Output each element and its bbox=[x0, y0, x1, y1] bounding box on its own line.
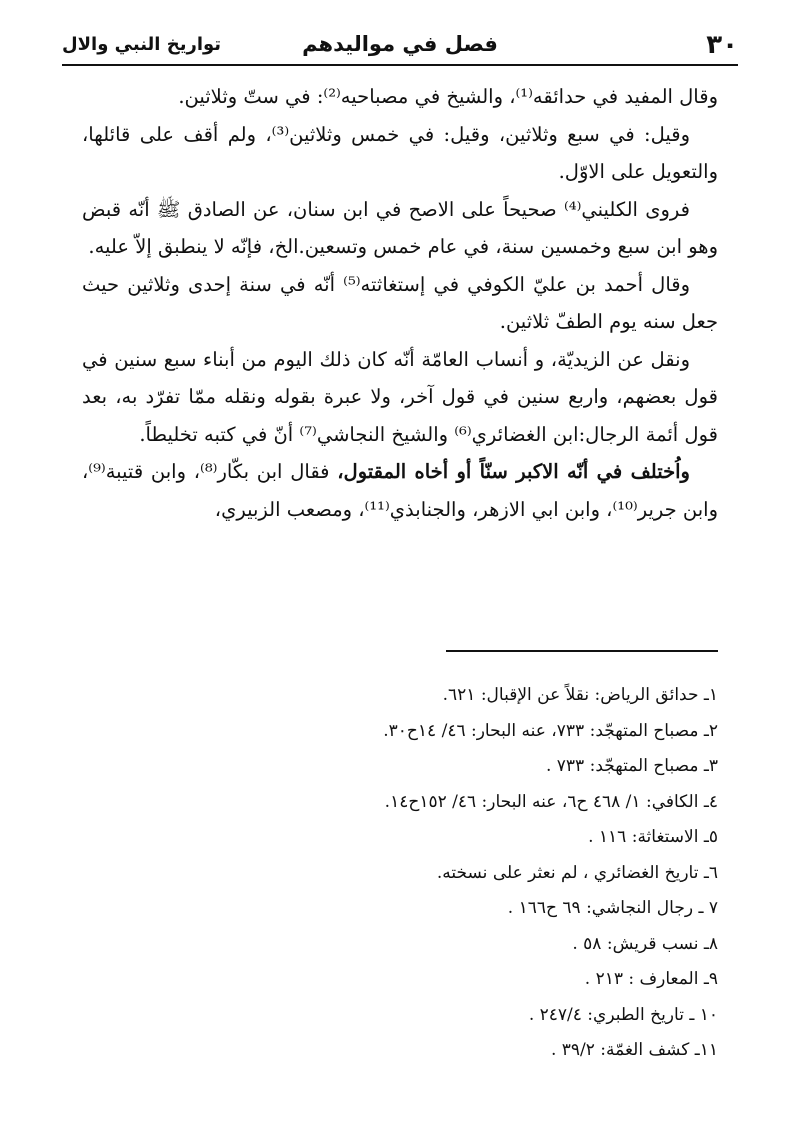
footnote-divider bbox=[446, 650, 718, 652]
chapter-title: فصل في مواليدهم bbox=[302, 32, 498, 56]
paragraph: وقال أحمد بن عليّ الكوفي في إستغاثته⁽⁵⁾ أنّه في سنة إحدى وثلاثين حيث جعل سنه يوم الطفّ ثلاثين. bbox=[82, 272, 718, 333]
footnote: ١١ـ كشف الغمّة: ٣٩/٢ . bbox=[550, 1040, 718, 1060]
book-title: تواريخ النبي والال bbox=[62, 34, 222, 55]
footnote: ٤ـ الكافي: ١/ ٤٦٨ ح٦، عنه البحار: ٤٦/ ١٥٢ح١٤. bbox=[384, 791, 718, 812]
paragraph: ونقل عن الزيديّة، و أنساب العامّة أنّه كان ذلك اليوم من أبناء سبع سنين في قول بعضهم، واربع سنين في قول آخر، ولا عبرة بقوله ونقله ممّا تفرّد به، بعد قول أئمة الرجال:ابن الغضائري⁽⁶⁾ والشيخ النجاشي⁽⁷⁾ أنّ في كتبه تخليطاً. bbox=[82, 347, 718, 446]
main-text bbox=[82, 78, 718, 528]
footnote: ٢ـ مصباح المتهجّد: ٧٣٣، عنه البحار: ٤٦/ ١٤ح٣٠. bbox=[383, 720, 718, 741]
page-header bbox=[62, 28, 738, 66]
paragraph: فروى الكليني⁽⁴⁾ صحيحاً على الاصح في ابن سنان، عن الصادق ﷺ أنّه قبض وهو ابن سبع وخمسين سنة، في عام خمس وتسعين.الخ، فإنّه لا ينطبق إلاّ عليه. bbox=[82, 197, 718, 258]
footnote: ٧ ـ رجال النجاشي: ٦٩ ح١٦٦ . bbox=[507, 898, 718, 918]
bold-phrase: واُختلف في أنّه الاكبر سنّاً أو أخاه المقتول، bbox=[337, 460, 690, 483]
paragraph: وقيل: في سبع وثلاثين، وقيل: في خمس وثلاثين⁽³⁾، ولم أقف على قائلها، والتعويل على الاوّل. bbox=[82, 122, 718, 183]
paragraph: واُختلف في أنّه الاكبر سنّاً أو أخاه المقتول، فقال ابن بكّار⁽⁸⁾، وابن قتيبة⁽⁹⁾، وابن جرير⁽¹⁰⁾، وابن ابي الازهر، والجنابذي⁽¹¹⁾، ومصعب الزبيري، bbox=[82, 460, 718, 521]
footnotes bbox=[82, 678, 718, 1069]
page-number: ٣٠ bbox=[706, 30, 738, 60]
paragraph: وقال المفيد في حدائقه⁽¹⁾، والشيخ في مصباحيه⁽²⁾: في ستّ وثلاثين. bbox=[178, 85, 718, 108]
footnote: ٩ـ المعارف : ٢١٣ . bbox=[584, 969, 718, 989]
footnote: ١٠ ـ تاريخ الطبري: ٢٤٧/٤ . bbox=[528, 1004, 718, 1025]
footnote: ٨ـ نسب قريش: ٥٨ . bbox=[572, 933, 718, 954]
footnote: ٥ـ الاستغاثة: ١١٦ . bbox=[588, 827, 718, 847]
footnote: ٦ـ تاريخ الغضائري ، لم نعثر على نسخته. bbox=[436, 862, 718, 883]
footnote: ١ـ حدائق الرياض: نقلاً عن الإقبال: ٦٢١. bbox=[442, 685, 718, 705]
footnote: ٣ـ مصباح المتهجّد: ٧٣٣ . bbox=[545, 756, 718, 776]
